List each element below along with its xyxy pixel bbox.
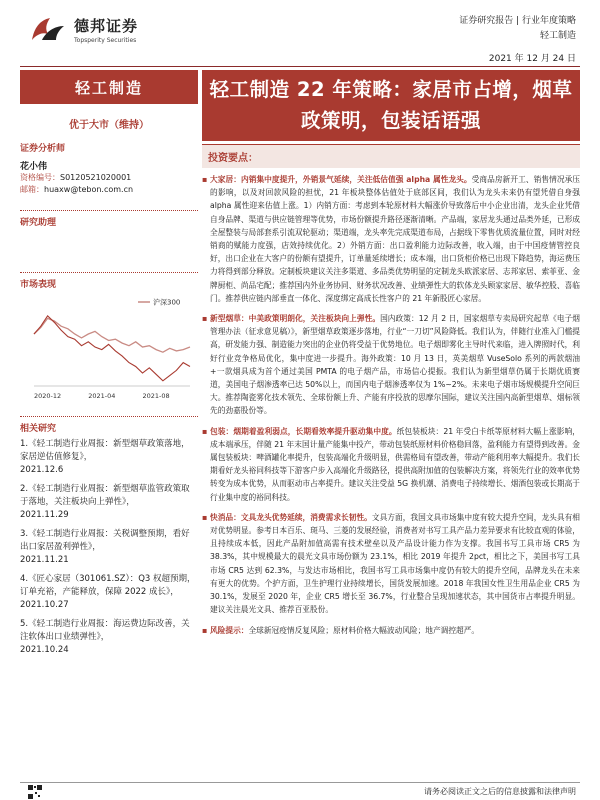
brand-logo (28, 14, 138, 44)
industry-series-line (34, 316, 190, 381)
report-type: 证券研究报告 | 行业年度策略 (459, 16, 576, 26)
brand-name-cn: 德邦证券 (74, 16, 139, 35)
key-point-lead: 新型烟草：中美政策明朗化，关注板块向上弹性。 (210, 314, 381, 324)
key-point-lead: 包装：烟期着盈利弱点，长期看效率提升驱动集中度。 (210, 426, 397, 436)
risk-lead: 风险提示： (210, 625, 249, 635)
key-point (202, 312, 580, 418)
chart-x-tick-label: 2021-08 (142, 392, 170, 400)
related-section-title: 相关研究 (20, 416, 198, 434)
brand-logo-icon (28, 14, 68, 44)
header-divider (20, 66, 580, 67)
chart-x-tick-label: 2020-12 (34, 392, 62, 400)
related-item[interactable]: 2.《轻工制造行业周报：新型烟草监管政策取于落地，关注板块向上弹性》， (20, 484, 190, 507)
risk-warning (202, 624, 580, 637)
key-point-text: 国内政策：12 月 2 日，国家烟草专卖局研究起草《电子烟管理办法（征求意见稿）》，新型烟草政策逐步落地，行业“一刀切”风险降低。我们认为，伴随行业准入门槛提高，研发能力强、制造能力突出的企业仍将受益于优势地位。电子烟即雾化主导时代来临，进入牌照时代，利好行业竞争格局优化，集中度进一步提升。海外政策：10 月 13 日，英美烟草 VuseSolo 系列的两款烟油+一款烟具成为首个通过美国 PMTA 的电子烟产品，市场信心提振。我们认为新型烟草仍属于长期优质赛道，美国电子烟渗透率已达 50%以上，而国内电子烟渗透率仅为 1%~2%。未来电子烟市场规模提升空间巨大。推荐陶瓷雾化技术领先、全球份额上升、产能有序投放的思摩尔国际，建议关注国内高新型烟草、烟标领先的劲嘉股份等。 (210, 314, 580, 416)
key-point (202, 173, 580, 305)
cert-value: S0120521020001 (60, 173, 132, 182)
risk-text: 全球新冠疫情反复风险；原材料价格大幅波动风险；地产调控超严。 (248, 625, 480, 635)
analyst-email (20, 184, 198, 196)
key-point (202, 425, 580, 504)
chart-legend-label: 沪深300 (153, 298, 181, 307)
qr-code-icon (28, 785, 42, 799)
related-item[interactable]: 4.《匠心家居（301061.SZ）：Q3 权超预期，订单充裕，产能释放，保障 2022 成长》， (20, 574, 196, 597)
market-section-title: 市场表现 (20, 272, 198, 290)
main-content (202, 70, 580, 644)
key-points-body (202, 173, 580, 637)
key-point-lead: 大家居：内销集中度提升，外销景气延续，关注低估值强 alpha 属性龙头。 (210, 175, 472, 184)
cert-label: 资格编号： (20, 173, 60, 182)
key-point-text: 受商品房新开工、销售情况承压的影响，以及对回款风险的担忧，21 年板块整体估值处于底部区间，我们认为龙头未来仍有望凭借自身强 alpha 属性迎来估值上涨。1）内销方面：考虑到本轮原材料大幅涨价导致落后中小企业出清，龙头企业凭借自身品牌、渠道与供应链管理等优势，市场份额提升路径逐渐清晰。产品端，家居龙头通过品类外延，已形成全屋整装与局部套系引流双轮驱动；渠道端，龙头率先完成渠道布局，占据线下零售优质流量位置，同时对经销商的赋能力度强，店效持续优化。2）外销方面：出口盈利能力边际改善，收入端，由于中国疫情管控良好，出口企业在大客户的份额有望提升，订单量延续增长；成本端，出口货柜价格已出现下降趋势，海运费压力将得到部分释放。定制板块建议关注多渠道、多品类优势明显的定制龙头欧派家居、志邦家居、索菲亚、金牌厨柜、尚品宅配；推荐国内外业务协同、财务状况改善、业绩弹性大的软体龙头顾家家居、敏华控股、喜临门。推荐供应链内部垂直一体化、深度绑定高成长性客户的 21 年新股匠心家居。 (210, 175, 580, 303)
rating: 优于大市（维持） (69, 120, 149, 131)
related-date: 2021.12.6 (20, 465, 64, 475)
assistant-section-title: 研究助理 (20, 210, 198, 228)
analyst-name: 花小伟 (20, 162, 48, 172)
sidebar (20, 70, 198, 663)
key-point (202, 511, 580, 617)
email-label: 邮箱： (20, 185, 44, 194)
related-date: 2021.11.29 (20, 510, 69, 520)
analyst-cert (20, 172, 198, 184)
related-date: 2021.11.21 (20, 555, 69, 565)
industry-banner: 轻工制造 (20, 70, 198, 104)
report-meta (459, 14, 576, 44)
related-date: 2021.10.27 (20, 600, 69, 610)
related-list (20, 438, 198, 657)
key-points-heading: 投资要点： (202, 144, 580, 168)
report-industry: 轻工制造 (539, 31, 576, 41)
related-item[interactable]: 3.《轻工制造行业周报：关税调整预期，看好出口家居盈利弹性》， (20, 529, 190, 552)
report-title: 轻工制造 22 年策略：家居市占增，烟草政策明，包装话语强 (202, 70, 580, 141)
footer-divider (20, 782, 580, 783)
email-value[interactable]: huaxw@tebon.com.cn (44, 185, 134, 194)
footer-disclaimer: 请务必阅读正文之后的信息披露和法律声明 (424, 787, 576, 796)
chart-x-tick-label: 2021-04 (88, 392, 116, 400)
key-point-text: 纸包装板块：21 年受白卡纸等原材料大幅上涨影响，成本端承压，伴随 21 年末国计量产能集中投产，带动包装纸原材料价格稳回落，盈利能力有望得到改善。金属包装板块：啤酒罐化率提升，包装高端化升级明显，供需格局有望改善，带动产能利用率大幅提升。我们长期看好龙头裕同科技等下游客户步入高端化升级路径，提供高附加值的包装解决方案，将领先行业的效率优势转变为成本优势，从而驱动市占率提升。建议关注受益 5G 换机潮、消费电子持续增长、烟酒包装或长期高于行业集中度的裕同科技。 (210, 426, 580, 502)
related-item[interactable]: 1.《轻工制造行业周报：新型烟草政策落地，家居逆估值修复》， (20, 439, 190, 462)
key-point-text: 文具方面，我国文具市场集中度有较大提升空间，龙头具有相对优势明显。参考日本百乐、斑马、三菱的发展经验，消费者对书写工具产品力差异要求有比较直观的体验，且持续成本低，因此产品附加值高需有技术壁垒以及产品设计能力作为支撑。我国书写工具市场 CR5 为 38.3%，其中规模最大的晨光文具市场份额为 23.1%，相比 2019 年提升 2pct，相比之下，美国书写工具市场 CR5 达到 62.3%，与发达市场相比，我国书写工具市场集中度仍有较大的提升空间，品牌龙头在未来有更大的优势。个护方面，卫生护理行业持续增长，国货发展加速。2018 年我国女性卫生用品企业 CR5 为 30.1%，发展至 2020 年，企业 CR5 增长至 36.7%，行业整合呈现加速状态，其中国货市占率提升明显。建议关注晨光文具、推荐百亚股份。 (210, 512, 580, 615)
analyst-section-title: 证券分析师 (20, 144, 66, 154)
related-date: 2021.10.24 (20, 645, 69, 655)
key-point-lead: 快消品：文具龙头优势延续，消费需求长韧性。 (210, 512, 372, 522)
related-item[interactable]: 5.《轻工制造行业周报：海运费边际改善，关注软体出口业绩弹性》， (20, 619, 190, 642)
brand-name-en: Topsperity Securities (74, 36, 137, 44)
report-date: 2021 年 12 月 24 日 (488, 54, 576, 64)
market-performance-chart (20, 294, 198, 404)
